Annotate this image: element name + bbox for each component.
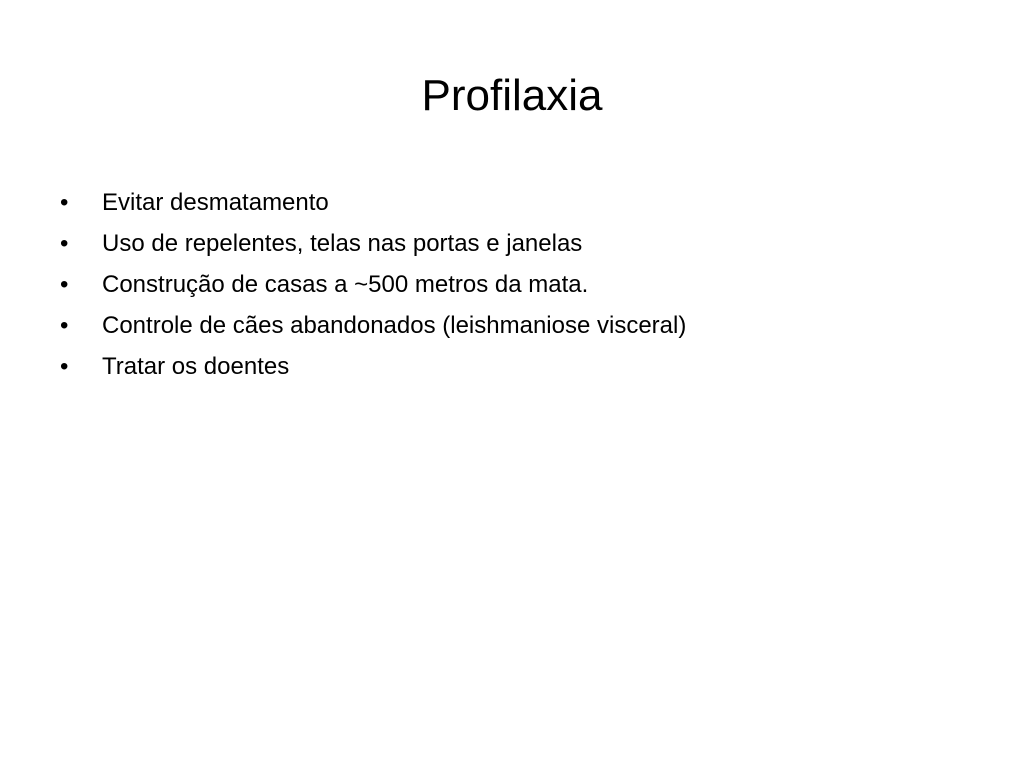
bullet-marker: • xyxy=(60,189,69,216)
bullet-marker: • xyxy=(60,312,69,339)
slide-title: Profilaxia xyxy=(421,71,603,120)
list-item xyxy=(58,346,686,387)
list-item xyxy=(58,223,686,264)
list-item xyxy=(58,305,686,346)
bullet-marker: • xyxy=(60,271,69,298)
bullet-marker: • xyxy=(60,353,69,380)
bullet-list xyxy=(58,182,686,387)
bullet-text: Controle de cães abandonados (leishmaniose visceral) xyxy=(102,312,687,339)
bullet-text: Tratar os doentes xyxy=(102,353,290,380)
bullet-text: Construção de casas a ~500 metros da mata. xyxy=(102,271,589,298)
list-item xyxy=(58,182,686,223)
bullet-marker: • xyxy=(60,230,69,257)
bullet-text: Evitar desmatamento xyxy=(102,189,329,216)
list-item xyxy=(58,264,686,305)
bullet-text: Uso de repelentes, telas nas portas e janelas xyxy=(102,230,583,257)
